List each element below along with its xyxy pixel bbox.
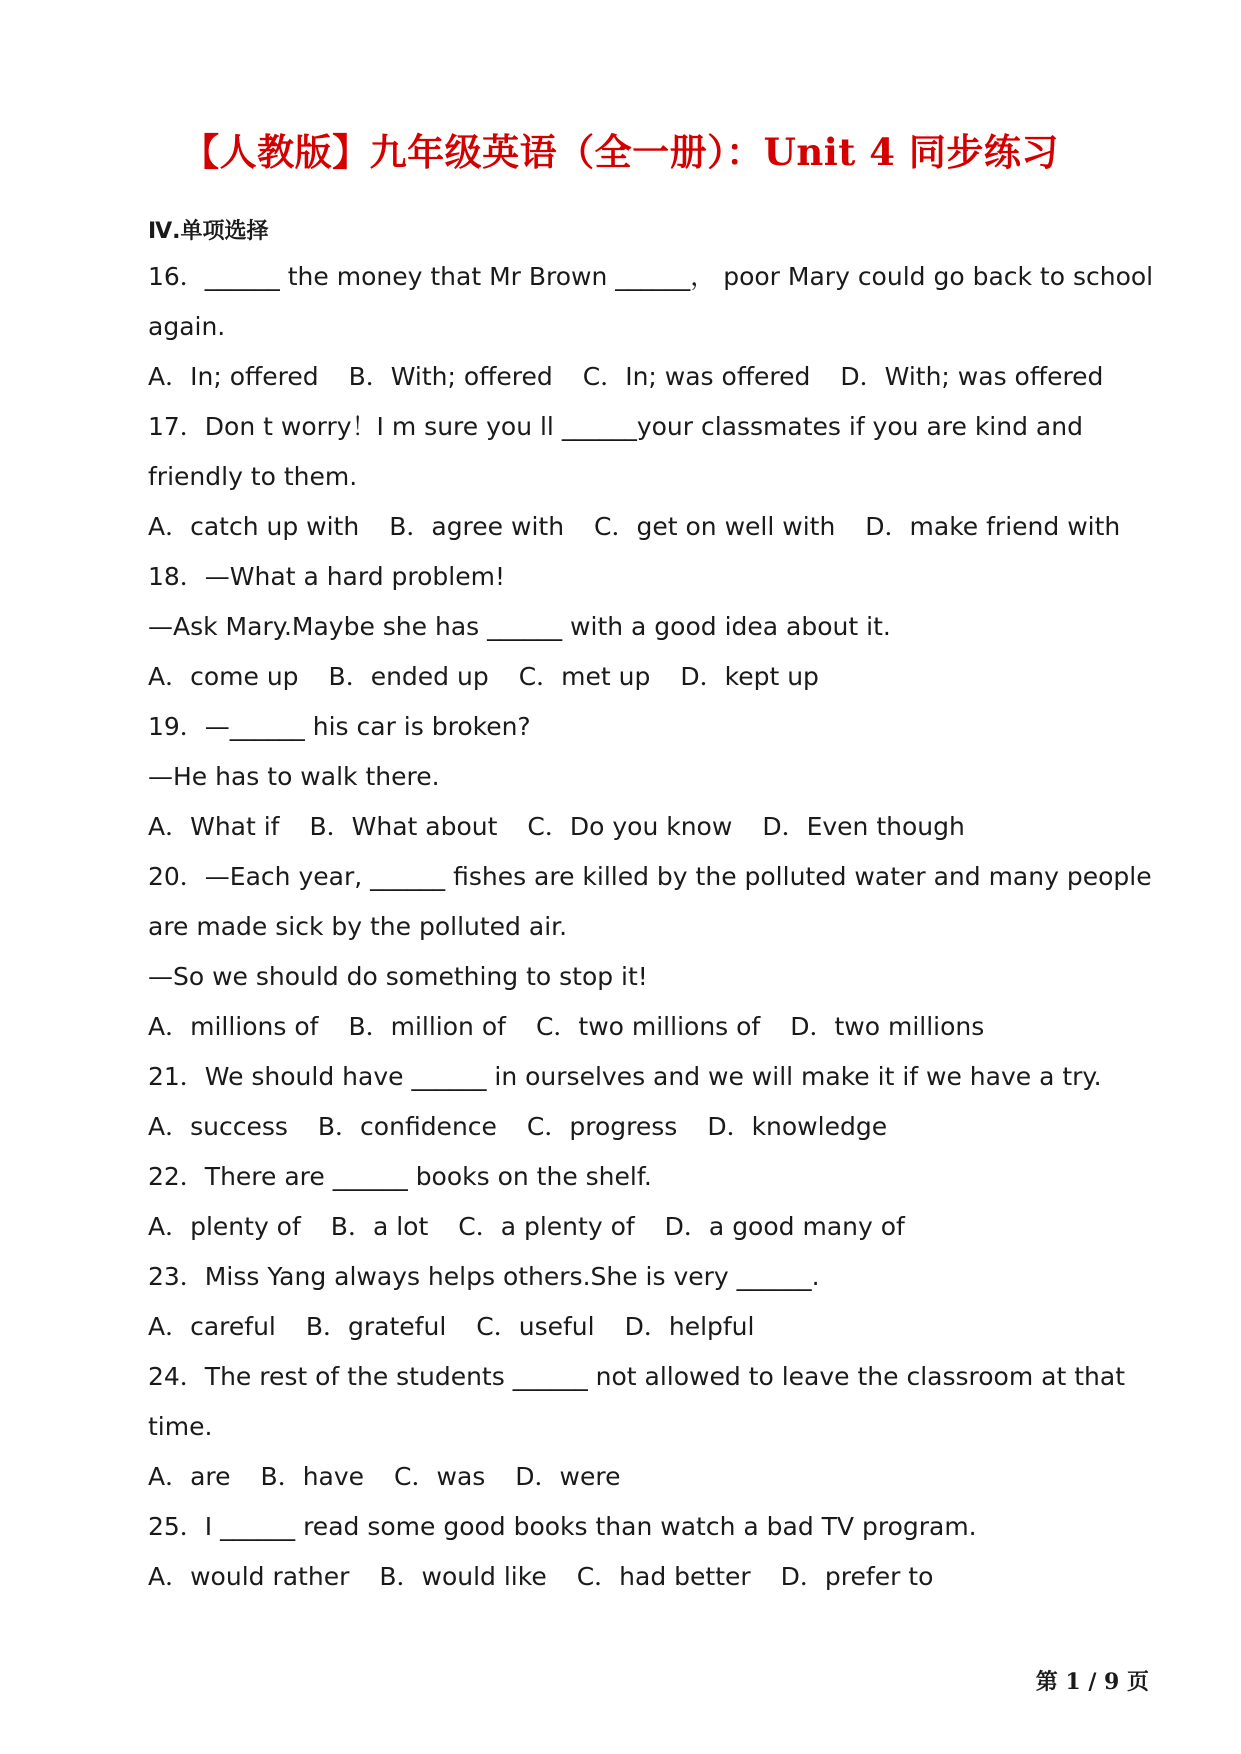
answer-option: B．million of [348, 1012, 506, 1041]
question-text-line: 16．______ the money that Mr Brown ______， poor Mary could go back to school [148, 262, 1154, 291]
answer-option: A．plenty of [148, 1212, 301, 1241]
question-text-line: 21．We should have ______ in ourselves and we will make it if we have a try. [148, 1062, 1102, 1091]
question-item [148, 852, 1152, 1052]
answer-option: A．catch up with [148, 512, 360, 541]
answer-option: C．progress [526, 1112, 678, 1141]
question-text-line: 20．—Each year, ______ fishes are killed by the polluted water and many people [148, 862, 1152, 891]
answer-options [148, 1102, 1138, 1152]
answer-option: D．were [515, 1462, 621, 1491]
answer-option: D．make friend with [865, 512, 1121, 541]
answer-option: A．What if [148, 812, 280, 841]
page-number: 第 1 / 9 页 [1035, 1669, 1149, 1695]
answer-option: D．two millions [790, 1012, 985, 1041]
answer-options [148, 1302, 1138, 1352]
question-item [148, 1352, 1138, 1502]
section-heading: Ⅳ.单项选择 [148, 219, 269, 244]
answer-option: D．a good many of [664, 1212, 905, 1241]
answer-option: C．a plenty of [458, 1212, 635, 1241]
question-text-line: 17．Don t worry！I m sure you ll ______your classmates if you are kind and [148, 412, 1083, 441]
question-list [148, 252, 1154, 1602]
answer-option: A．millions of [148, 1012, 319, 1041]
answer-option: B．confidence [317, 1112, 497, 1141]
answer-option: D．With; was offered [840, 362, 1104, 391]
answer-option: C．was [394, 1462, 486, 1491]
question-item [148, 1502, 1138, 1602]
question-text-line: —He has to walk there. [148, 762, 440, 791]
answer-option: C．Do you know [527, 812, 733, 841]
question-item [148, 1052, 1138, 1152]
answer-options [148, 1002, 1138, 1052]
answer-option: C．two millions of [535, 1012, 761, 1041]
answer-option: C．useful [476, 1312, 595, 1341]
question-item [148, 552, 1138, 702]
answer-options [148, 1202, 1138, 1252]
answer-option: D．knowledge [707, 1112, 888, 1141]
answer-option: C．met up [518, 662, 651, 691]
answer-options [148, 502, 1138, 552]
question-item [148, 1152, 1138, 1252]
answer-options [148, 352, 1138, 402]
answer-options [148, 1552, 1138, 1602]
answer-option: A．In; offered [148, 362, 319, 391]
question-text-line: 22．There are ______ books on the shelf. [148, 1162, 652, 1191]
question-item [148, 402, 1138, 552]
question-text-line: friendly to them. [148, 462, 358, 491]
answer-options [148, 652, 1138, 702]
question-text-line: again. [148, 312, 226, 341]
question-text-line: 25．I ______ read some good books than watch a bad TV program. [148, 1512, 977, 1541]
answer-options [148, 802, 1138, 852]
question-text-line: 24．The rest of the students ______ not allowed to leave the classroom at that [148, 1362, 1125, 1391]
answer-option: A．success [148, 1112, 288, 1141]
answer-option: A．are [148, 1462, 231, 1491]
answer-option: B．agree with [389, 512, 565, 541]
answer-option: B．have [260, 1462, 365, 1491]
answer-option: A．come up [148, 662, 299, 691]
answer-option: B．grateful [305, 1312, 447, 1341]
answer-option: B．With; offered [348, 362, 553, 391]
question-text-line: are made sick by the polluted air. [148, 912, 568, 941]
question-text-line: 23．Miss Yang always helps others.She is very ______. [148, 1262, 820, 1291]
question-text-line: —So we should do something to stop it! [148, 962, 648, 991]
answer-option: A．careful [148, 1312, 276, 1341]
question-item [148, 252, 1154, 402]
question-text-line: 19．—______ his car is broken? [148, 712, 531, 741]
answer-option: C．had better [576, 1562, 751, 1591]
answer-option: B．a lot [330, 1212, 429, 1241]
answer-options [148, 1452, 1138, 1502]
answer-option: C．In; was offered [582, 362, 811, 391]
document-title: 【人教版】九年级英语（全一册）：Unit 4 同步练习 [182, 130, 1059, 174]
document-content [148, 212, 1154, 1602]
answer-option: C．get on well with [594, 512, 836, 541]
question-text-line: 18．—What a hard problem! [148, 562, 505, 591]
question-text-line: time. [148, 1412, 213, 1441]
answer-option: A．would rather [148, 1562, 350, 1591]
answer-option: D．helpful [624, 1312, 755, 1341]
answer-option: B．ended up [328, 662, 489, 691]
question-text-line: —Ask Mary.Maybe she has ______ with a good idea about it. [148, 612, 891, 641]
question-item [148, 702, 1138, 852]
answer-option: D．Even though [762, 812, 965, 841]
answer-option: D．kept up [680, 662, 819, 691]
answer-option: D．prefer to [780, 1562, 934, 1591]
answer-option: B．would like [379, 1562, 547, 1591]
answer-option: B．What about [309, 812, 498, 841]
question-item [148, 1252, 1138, 1352]
